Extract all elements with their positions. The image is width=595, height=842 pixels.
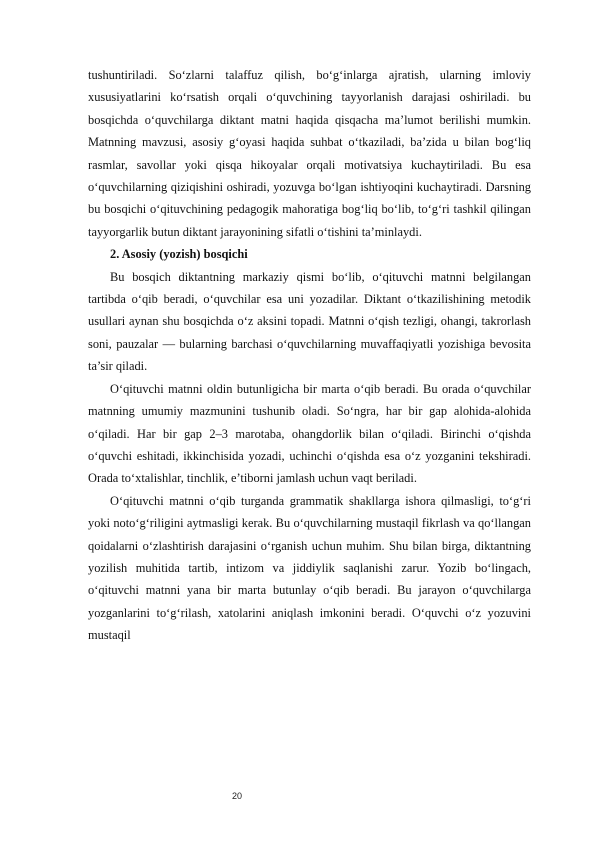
section-heading: 2. Asosiy (yozish) bosqichi — [110, 247, 248, 262]
document-page — [88, 64, 531, 647]
paragraph-teacher-guidance: O‘qituvchi matnni o‘qib turganda grammatik shakllarga ishora qilmasligi, to‘g‘ri yoki noto‘g‘riligini aytmasligi kerak. Bu o‘quvchilarning mustaqil fikrlash va qo‘llangan qoidalarni o‘zlashtirish darajasini o‘rganish uchun muhim. Shu bilan birga, diktantning yozilish muhitida tartib, intizom va jiddiylik saqlanishi zarur. Yozib bo‘lingach, o‘qituvchi matnni yana bir marta butunlay o‘qib beradi. Bu jarayon o‘quvchilarga yozganlarini to‘g‘rilash, xatolarini aniqlash imkonini beradi. O‘quvchi o‘z yozuvini mustaqil — [88, 493, 531, 643]
paragraph-reading-procedure: O‘qituvchi matnni oldin butunligicha bir marta o‘qib beradi. Bu orada o‘quvchilar matnning umumiy mazmunini tushunib oladi. So‘ngra, har bir gap alohida-alohida o‘qiladi. Har bir gap 2–3 marotaba, ohangdorlik bilan o‘qiladi. Birinchi o‘qishda o‘quvchi eshitadi, ikkinchisida yozadi, uchinchi o‘qishda esa o‘z yozganini tekshiradi. Orada to‘xtalishlar, tinchlik, e’tiborni jamlash uchun vaqt beriladi. — [88, 381, 531, 486]
paragraph-main-stage: Bu bosqich diktantning markaziy qismi bo‘lib, o‘qituvchi matnni belgilangan tartibda o‘qib beradi, o‘quvchilar esa uni yozadilar. Diktant o‘tkazilishining metodik usullari aynan shu bosqichda o‘z aksini topadi. Matnni o‘qish tezligi, ohangi, takrorlash soni, pauzalar — bularning barchasi o‘quvchilarning muvaffaqiyatli yozishiga bevosita ta’sir qiladi. — [88, 269, 531, 374]
paragraph-continuation: tushuntiriladi. So‘zlarni talaffuz qilish, bo‘g‘inlarga ajratish, ularning imloviy xususiyatlarini ko‘rsatish orqali o‘quvchining tayyorlanish darajasi oshiriladi. bu bosqichda o‘quvchilarga diktant matni haqida qisqacha ma’lumot berilishi mumkin. Matnning mavzusi, asosiy g‘oyasi haqida suhbat o‘tkaziladi, ba’zida u bilan bog‘liq rasmlar, savollar yoki qisqa hikoyalar orqali motivatsiya kuchaytiriladi. Bu esa o‘quvchilarning qiziqishini oshiradi, yozuvga bo‘lgan ishtiyoqini kuchaytiradi. Darsning bu bosqichi o‘qituvchining pedagogik mahoratiga bog‘liq bo‘lib, to‘g‘ri tashkil qilingan tayyorgarlik butun diktant jarayonining sifatli o‘tishini ta’minlaydi. — [88, 68, 531, 239]
page-number: 20 — [231, 791, 242, 801]
